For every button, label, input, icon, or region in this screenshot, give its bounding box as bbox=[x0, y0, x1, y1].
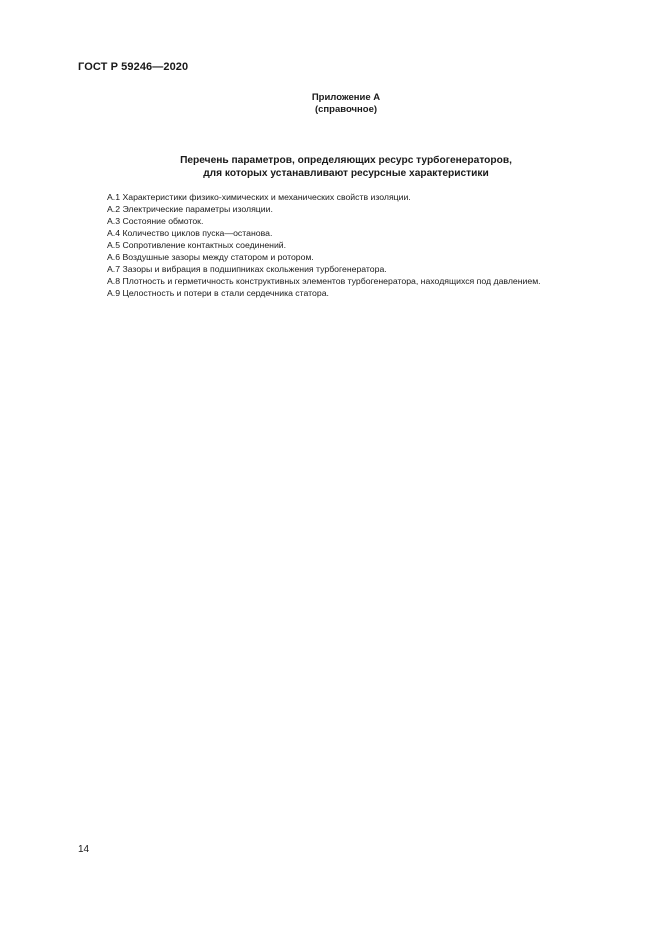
list-item: А.7 Зазоры и вибрация в подшипниках скольжения турбогенератора. bbox=[107, 264, 387, 274]
appendix-heading bbox=[0, 92, 661, 116]
list-item: А.4 Количество циклов пуска—останова. bbox=[107, 228, 273, 238]
section-title bbox=[0, 154, 661, 180]
parameter-list bbox=[107, 191, 541, 299]
section-title-line-2: для которых устанавливают ресурсные характеристики bbox=[203, 168, 489, 179]
list-item: А.3 Состояние обмоток. bbox=[107, 216, 204, 226]
appendix-label: Приложение А bbox=[311, 92, 381, 103]
page-number: 14 bbox=[78, 844, 90, 855]
list-item: А.6 Воздушные зазоры между статором и ротором. bbox=[107, 252, 314, 262]
list-item: А.9 Целостность и потери в стали сердечника статора. bbox=[107, 288, 329, 298]
list-item: А.2 Электрические параметры изоляции. bbox=[107, 204, 273, 214]
list-item: А.5 Сопротивление контактных соединений. bbox=[107, 240, 287, 250]
document-code: ГОСТ Р 59246—2020 bbox=[78, 61, 189, 73]
appendix-type: (справочное) bbox=[314, 104, 378, 115]
list-item: А.1 Характеристики физико-химических и механических свойств изоляции. bbox=[107, 192, 411, 202]
list-item: А.8 Плотность и герметичность конструктивных элементов турбогенератора, находящихся под давлением. bbox=[107, 276, 541, 286]
section-title-line-1: Перечень параметров, определяющих ресурс турбогенераторов, bbox=[180, 155, 512, 166]
